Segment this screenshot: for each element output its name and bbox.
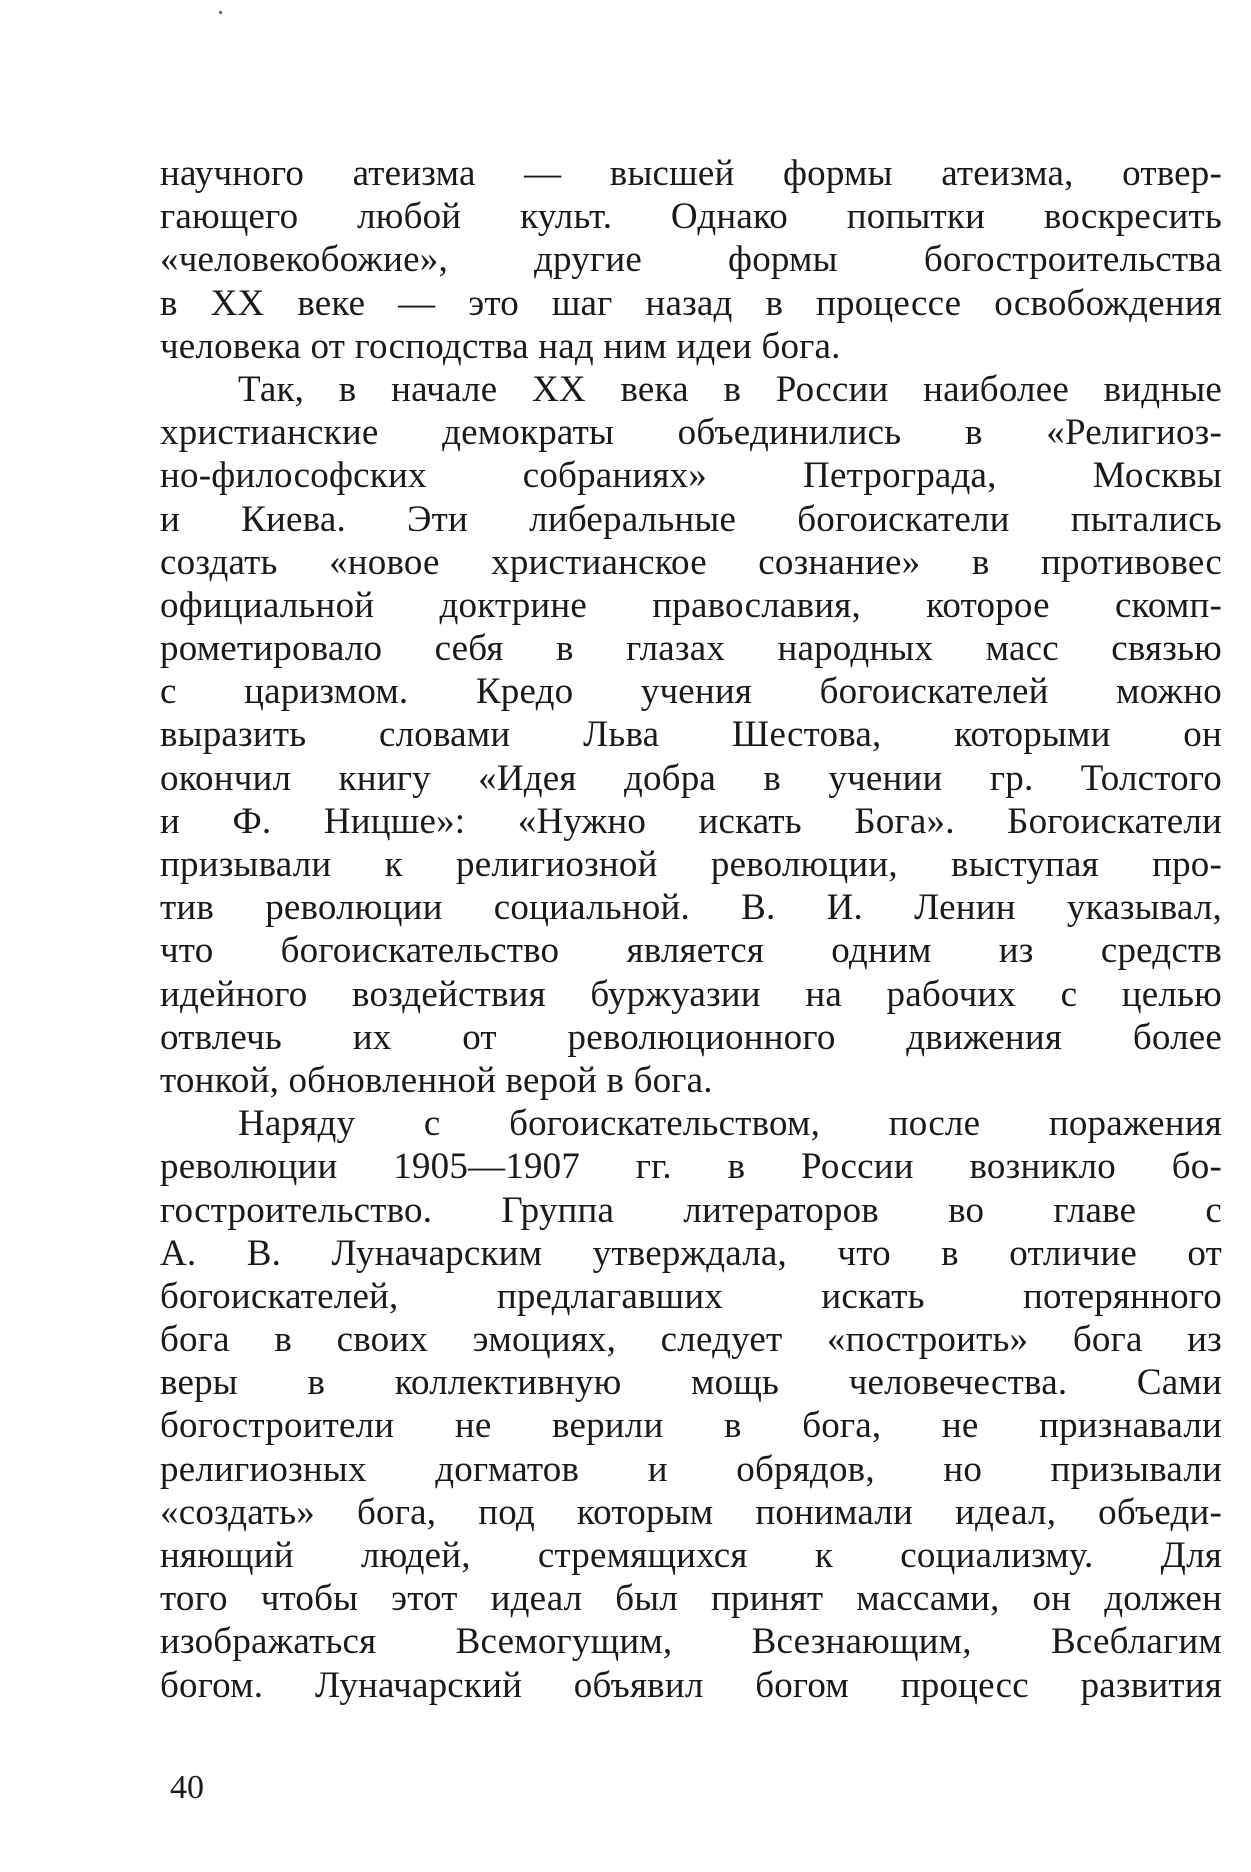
text-line: гающего любой культ. Однако попытки воскресить bbox=[160, 196, 1222, 238]
text-line: призывали к религиозной революции, выступая про- bbox=[160, 844, 1222, 885]
text-line: веры в коллективную мощь человечества. Сами bbox=[160, 1362, 1222, 1404]
text-line: выразить словами Льва Шестова, которыми он bbox=[160, 714, 1222, 756]
body-text bbox=[160, 152, 1222, 1707]
text-line: идейного воздействия буржуазии на рабочих с целью bbox=[160, 973, 1222, 1015]
text-line: богостроители не верили в бога, не признавали bbox=[160, 1405, 1222, 1447]
text-line: тив революции социальной. В. И. Ленин указывал, bbox=[160, 887, 1222, 929]
print-speck bbox=[219, 11, 222, 14]
text-line: изображаться Всемогущим, Всезнающим, Всеблагим bbox=[160, 1621, 1222, 1663]
text-line: богом. Луначарский объявил богом процесс развития bbox=[160, 1664, 1222, 1706]
text-line: с царизмом. Кредо учения богоискателей можно bbox=[160, 671, 1222, 713]
text-line: няющий людей, стремящихся к социализму. Для bbox=[160, 1535, 1222, 1576]
text-line: Наряду с богоискательством, после поражения bbox=[238, 1103, 1222, 1145]
text-line: гостроительство. Группа литераторов во главе с bbox=[160, 1189, 1222, 1231]
text-line: окончил книгу «Идея добра в учении гр. Толстого bbox=[160, 757, 1222, 799]
text-line: А. В. Луначарским утверждала, что в отличие от bbox=[160, 1232, 1222, 1274]
text-line: и Киева. Эти либеральные богоискатели пытались bbox=[160, 498, 1222, 540]
text-line: богоискателей, предлагавших искать потерянного bbox=[160, 1275, 1222, 1317]
text-line: в XX веке — это шаг назад в процессе освобождения bbox=[160, 282, 1222, 324]
text-line: и Ф. Ницше»: «Нужно искать Бога». Богоискатели bbox=[160, 800, 1222, 842]
text-line: христианские демократы объединились в «Религиоз- bbox=[160, 412, 1222, 454]
text-line: Так, в начале XX века в России наиболее видные bbox=[238, 368, 1222, 410]
text-line: что богоискательство является одним из средств bbox=[160, 930, 1222, 972]
page-number: 40 bbox=[170, 1769, 204, 1806]
text-line: отвлечь их от революционного движения более bbox=[160, 1016, 1222, 1058]
text-line: но-философских собраниях» Петрограда, Москвы bbox=[160, 455, 1222, 497]
text-line: создать «новое христианское сознание» в противовес bbox=[160, 541, 1222, 583]
text-line: рометировало себя в глазах народных масс связью bbox=[160, 628, 1222, 670]
text-line: революции 1905—1907 гг. в России возникло бо- bbox=[160, 1146, 1222, 1188]
text-line: бога в своих эмоциях, следует «построить» бога из bbox=[160, 1319, 1222, 1361]
text-line: человека от господства над ним идеи бога. bbox=[160, 325, 841, 367]
text-line: «создать» бога, под которым понимали идеал, объеди- bbox=[160, 1491, 1222, 1533]
text-line: того чтобы этот идеал был принят массами, он должен bbox=[160, 1578, 1222, 1620]
text-line: «человекобожие», другие формы богостроительства bbox=[160, 239, 1222, 281]
text-line: научного атеизма — высшей формы атеизма, отвер- bbox=[160, 153, 1222, 194]
text-line: официальной доктрине православия, которое скомп- bbox=[160, 584, 1222, 626]
text-line: религиозных догматов и обрядов, но призывали bbox=[160, 1448, 1222, 1490]
text-line: тонкой, обновленной верой в бога. bbox=[160, 1059, 713, 1101]
